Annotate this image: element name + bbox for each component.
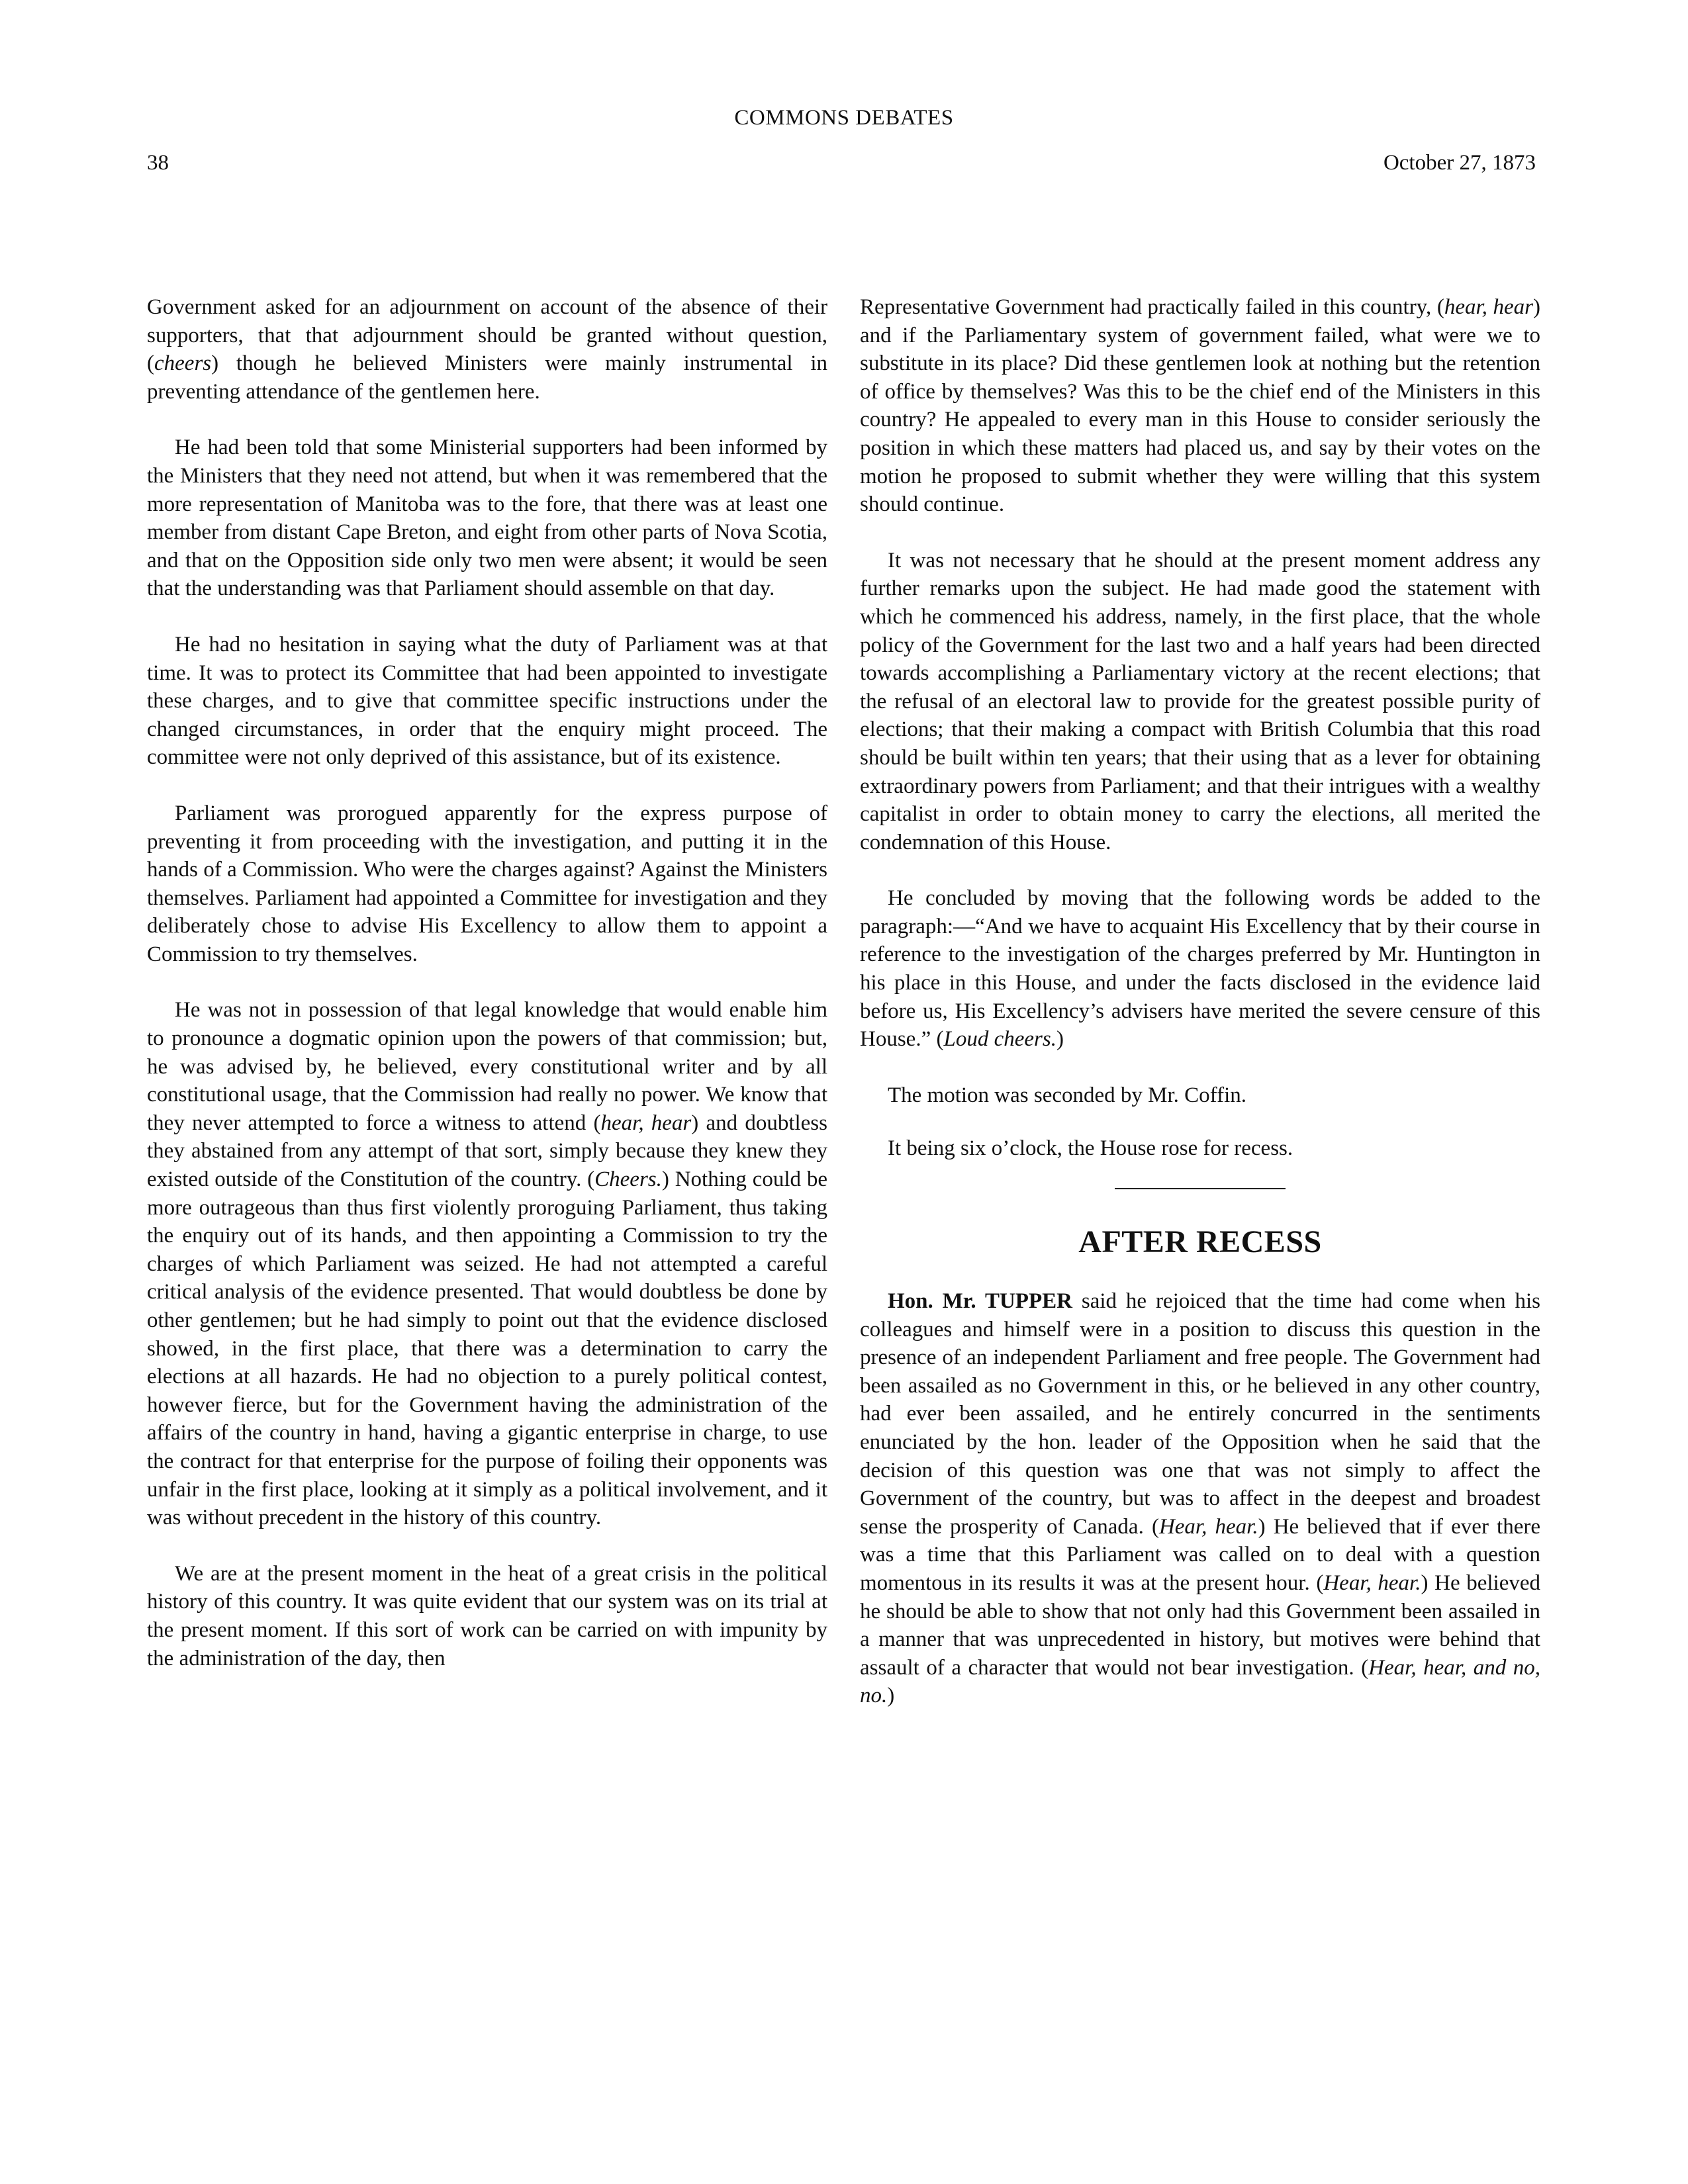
paragraph: It was not necessary that he should at the present moment address any further remarks upon the subject. He had made good the statement with which he commenced his address, namely, in the first place, that the whole policy of the Government for the last two and a half years had been directed towards accomplishing a Parliamentary victory at the recent elections; that the refusal of an electoral law to provide for the greatest possible purity of elections; that their making a compact with British Columbia that this road should be built within ten years; that their using that as a lever for obtaining extraordinary powers from Parliament; and that their intrigues with a wealthy capitalist in order to obtain money to carry the elections, all merited the condemnation of this House. — [860, 548, 1540, 854]
paragraph: He was not in possession of that legal knowledge that would enable him to pronounce a dogmatic opinion upon the powers of that commission; but, he was advised by, he believed, every constitutional writer and by all constitutional usage, that the Commission had really no power. We know that they never attempted to force a witness to attend (hear, hear) and doubtless they abstained from any attempt of that sort, simply because they knew they existed outside of the Constitution of the country. (Cheers.) Nothing could be more outrageous than thus first violently proroguing Parliament, thus taking the enquiry out of its hands, and then appointing a Commission to try the charges of which Parliament was seized. He had not attempted a careful critical analysis of the evidence presented. That would doubtless be done by other gentlemen; but he had simply to point out that the evidence disclosed showed, in the first place, that there was a determination to carry the elections at all hazards. He had no objection to a purely political contest, however fierce, but for the Government having the administration of the affairs of the country in hand, having a gigantic enterprise in charge, to use the contract for that enterprise for the purpose of foiling their opponents was unfair in the first place, looking at it simply as a political involvement, and it was without precedent in the history of this country. — [147, 998, 827, 1530]
paragraph: He had no hesitation in saying what the duty of Parliament was at that time. It was to protect its Committee that had been appointed to investigate these charges, and to give that committee specific instructions under the changed circumstances, in order that the enquiry might proceed. The committee were not only deprived of this assistance, but of its existence. — [147, 632, 827, 770]
paragraph: The motion was seconded by Mr. Coffin. — [888, 1083, 1246, 1107]
section-divider — [1115, 1188, 1286, 1189]
paragraph: It being six o’clock, the House rose for recess. — [888, 1136, 1293, 1161]
paragraph: Parliament was prorogued apparently for the express purpose of preventing it from proceeding with the investigation, and putting it in the hands of a Commission. Who were the charges against? Against the Ministers themselves. Parliament had appointed a Committee for investigation and they deliberately chose to advise His Excellency to allow them to appoint a Commission to try themselves. — [147, 801, 827, 966]
page-date: October 27, 1873 — [1383, 151, 1536, 175]
speaker-name: Hon. Mr. TUPPER — [888, 1289, 1072, 1314]
right-column — [860, 293, 1540, 1738]
section-heading: AFTER RECESS — [1078, 1224, 1322, 1260]
paragraph: Government asked for an adjournment on account of the absence of their supporters, that that adjournment should be granted without question, (cheers) though he believed Ministers were mainly instrumental in preventing attendance of the gentlemen here. — [147, 295, 827, 404]
paragraph: He had been told that some Ministerial supporters had been informed by the Ministers that they need not attend, but when it was remembered that the more representation of Manitoba was to the fore, that there was at least one member from distant Cape Breton, and eight from other parts of Nova Scotia, and that on the Opposition side only two men were absent; it would be seen that the understanding was that Parliament should assemble on that day. — [147, 435, 827, 601]
paragraph: Representative Government had practically failed in this country, (hear, hear) and if the Parliamentary system of government failed, what were we to substitute in its place? Did these gentlemen look at nothing but the retention of office by themselves? Was this to be the chief end of the Ministers in this country? He appealed to every man in this House to consider seriously the position in which these matters had placed us, and say by their votes on the motion he proposed to submit whether they were willing that this system should continue. — [860, 295, 1540, 517]
paragraph: He concluded by moving that the following words be added to the paragraph:—“And we have to acquaint His Excellency that by their course in reference to the investigation of the charges preferred by Mr. Huntington in his place in this House, and under the facts disclosed in the evidence laid before us, His Excellency’s advisers have merited the severe censure of this House.” (Loud cheers.) — [860, 886, 1540, 1052]
paragraph: We are at the present moment in the heat of a great crisis in the political history of this country. It was quite evident that our system was on its trial at the present moment. If this sort of work can be carried on with impunity by the administration of the day, then — [147, 1561, 827, 1670]
running-head: COMMONS DEBATES — [734, 106, 954, 130]
page-number: 38 — [147, 151, 169, 175]
paragraph: Hon. Mr. TUPPER said he rejoiced that the time had come when his colleagues and himself were in a position to discuss this question in the presence of an independent Parliament and free people. The Government had been assailed as no Government in this, or he believed in any other country, had ever been assailed, and he entirely concurred in the sentiments enunciated by the hon. leader of the Opposition when he said that the decision of this question was one that was not simply to affect the Government of the country, but was to affect in the deepest and broadest sense the prosperity of Canada. (Hear, hear.) He believed that if ever there was a time that this Parliament was called on to deal with a question momentous in its results it was at the present hour. (Hear, hear.) He believed he should be able to show that not only had this Government been assailed in a manner that was unprecedented in history, but motives were behind that assault of a character that would not bear investigation. (Hear, hear, and no, no.) — [860, 1289, 1541, 1708]
left-column — [147, 293, 827, 1700]
